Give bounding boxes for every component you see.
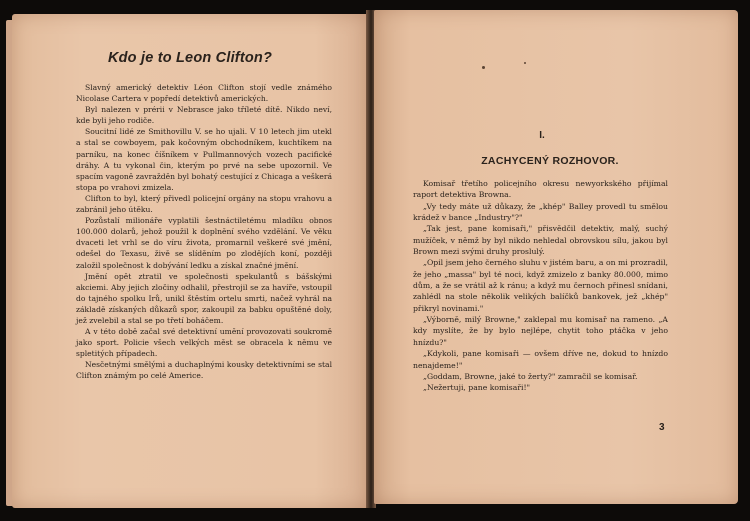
left-page-body	[76, 82, 332, 382]
paragraph: Pozůstalí milionáře vyplatili šestnáctiletému mladíku obnos 100.000 dolarů, jehož použil k doplnění svého vzdělání. Ve věku dvaceti let vrhl se do víru života, promarnil veškeré své jmění, odešel do Texasu, živě se slíděním po zlodějích koní, později založil společnost k dobývání ledku a získal značné jmění.	[76, 216, 332, 270]
paragraph: Soucitní lidé ze Smithovillu V. se ho ujali. V 10 letech jim utekl a stal se cowboyem, pak kočovným obchodníkem, kuchtíkem na parníku, na konec číšníkem v Pullmannových vozech pacifické dráhy. A tu vykonal čin, kterým po prvé na sebe upozornil. Ve spacím vagoně zavražděn byl bohatý cestující z Chicaga a veškerá stopa po vrahovi zmizela.	[76, 127, 332, 192]
paper-speck	[482, 66, 485, 69]
paragraph: Slavný americký detektiv Léon Clifton stojí vedle známého Nicolase Cartera v popředí detektivů amerických.	[76, 83, 332, 104]
paragraph: Byl nalezen v prérii v Nebrasce jako tříleté dítě. Nikdo neví, kde byli jeho rodiče.	[76, 105, 332, 126]
paragraph: „Vy tedy máte už důkazy, že „khép" Balley provedl tu smělou krádež v bance „Industry"?"	[413, 201, 668, 223]
paragraph: Nesčetnými smělými a duchaplnými kousky detektivními se stal Clifton známým po celé Americe.	[76, 360, 332, 381]
paragraph: „Výborně, milý Browne," zaklepal mu komisař na rameno. „A kdy myslíte, že by bylo nejlépe, chytit toho ptáčka v jeho hnízdu?"	[413, 315, 668, 347]
paragraph: „Opil jsem jeho černého sluhu v jistém baru, a on mi prozradil, že jeho „massa" byl té noci, když zmizelo z banky 80.000, mimo dům, a že se vrátil až k ránu; a když mu černoch přinesl snídani, zahlédl na stole několik velikých balíčků bankovek, jež „khép" přikryl novinami."	[413, 258, 668, 313]
paragraph: Clifton to byl, který přivedl policejní orgány na stopu vrahovu a zabránil jeho útěku.	[76, 193, 332, 215]
paragraph: „Nežertuji, pane komisaři!"	[423, 383, 531, 393]
chapter-number: I.	[539, 130, 545, 141]
paragraph: „Kdykoli, pane komisaři — ovšem dříve ne, dokud to hnízdo nenajdeme!"	[413, 349, 668, 370]
paragraph: „Tak jest, pane komisaři," přisvědčil detektiv, malý, suchý mužíček, v němž by byl nikdo nehledal obrovskou sílu, jakou byl Brown mezi svými druhy proslulý.	[413, 224, 668, 257]
page-number: 3	[659, 422, 665, 433]
left-page-title: Kdo je to Leon Clifton?	[107, 50, 273, 66]
paragraph: A v této době začal své detektivní umění provozovati soukromě jako sport. Policie všech velkých měst se obracela k němu ve spletitých případech.	[76, 327, 332, 359]
chapter-title: ZACHYCENÝ ROZHOVOR.	[481, 155, 619, 167]
paragraph: „Goddam, Browne, jaké to žerty?" zamračil se komisař.	[423, 371, 638, 381]
right-page-body	[413, 178, 668, 394]
paragraph: Komisař třetího policejního okresu newyorkského přijímal raport detektiva Browna.	[413, 179, 668, 200]
paragraph: Jmění opět ztratil ve společnosti spekulantů s bášskými akciemi. Aby jejich zločiny odhalil, přestrojil se za havíře, vstoupil do tajného spolku Irů, unikl štěstím ortelu smrti, načež vyhrál na základě získaných důkazů spor, zakoupil za babku opuštěné doly, jež zvelebil a stal se po třetí boháčem.	[76, 271, 332, 325]
paper-speck	[524, 62, 526, 64]
